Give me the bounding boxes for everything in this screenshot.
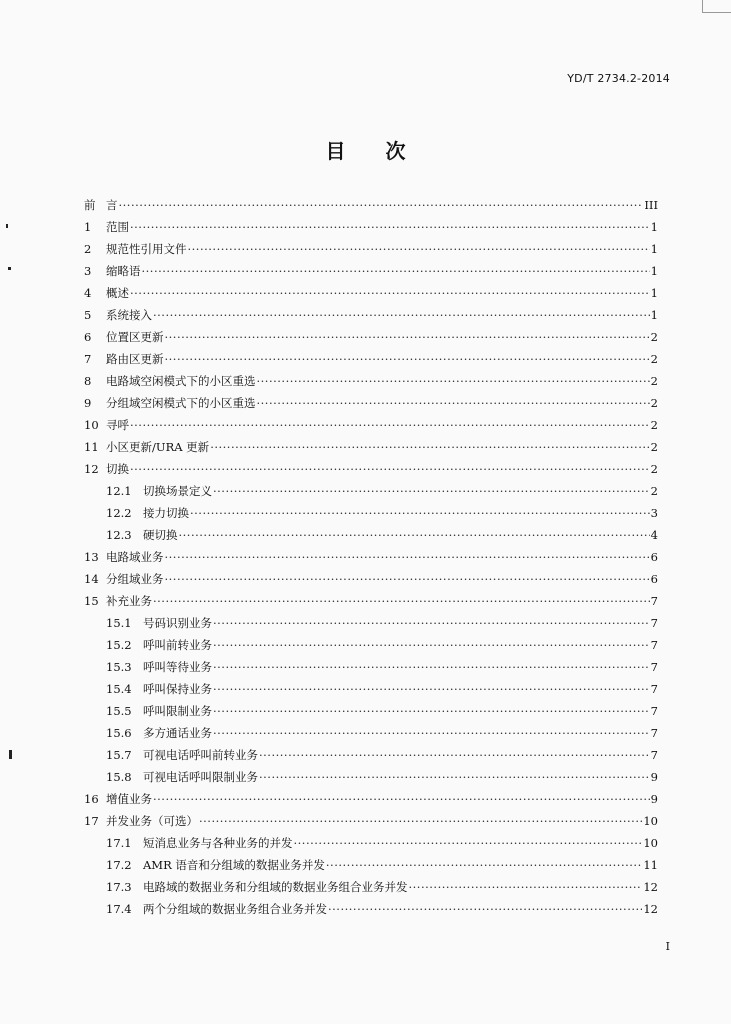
toc-entry-page: 1	[650, 242, 658, 256]
toc-leader-dots	[165, 330, 650, 344]
toc-entry-page: 9	[650, 770, 658, 784]
toc-entry-number: 7	[84, 352, 92, 366]
toc-entry-number: 6	[84, 330, 92, 344]
toc-entry[interactable]	[84, 593, 658, 615]
toc-leader-dots	[257, 374, 650, 388]
toc-entry-label: 切换	[106, 462, 129, 476]
toc-entry-page: 7	[650, 704, 658, 718]
toc-entry[interactable]	[84, 681, 658, 703]
toc-entry[interactable]	[84, 879, 658, 901]
toc-leader-dots	[153, 792, 650, 806]
toc-entry[interactable]	[84, 285, 658, 307]
toc-leader-dots	[326, 858, 642, 872]
standard-code: YD/T 2734.2-2014	[567, 72, 670, 85]
page-number: I	[665, 940, 670, 953]
toc-entry-label: 两个分组域的数据业务组合业务并发	[143, 902, 327, 916]
toc-entry[interactable]	[84, 329, 658, 351]
toc-entry-label: 短消息业务与各种业务的并发	[143, 836, 293, 850]
toc-entry-label: 并发业务（可选）	[106, 814, 198, 828]
toc-leader-dots	[119, 198, 644, 212]
toc-entry-page: 10	[643, 814, 658, 828]
toc-entry[interactable]	[84, 549, 658, 571]
toc-entry-page: III	[644, 198, 658, 212]
toc-entry[interactable]	[84, 483, 658, 505]
toc-entry[interactable]	[84, 219, 658, 241]
toc-entry-label: 电路域空闲模式下的小区重选	[106, 374, 256, 388]
toc-entry[interactable]	[84, 747, 658, 769]
toc-leader-dots	[213, 638, 650, 652]
toc-leader-dots	[165, 352, 650, 366]
toc-entry-page: 1	[650, 264, 658, 278]
toc-leader-dots	[142, 264, 650, 278]
toc-entry-label: 路由区更新	[106, 352, 164, 366]
toc-entry-page: 2	[650, 440, 658, 454]
toc-entry-label: 呼叫保持业务	[143, 682, 212, 696]
toc-entry-label: 接力切换	[143, 506, 189, 520]
toc-entry-label: 位置区更新	[106, 330, 164, 344]
toc-entry-number: 17	[84, 814, 99, 828]
toc-entry-label: 多方通话业务	[143, 726, 212, 740]
toc-entry[interactable]	[84, 725, 658, 747]
toc-entry-label: 号码识别业务	[143, 616, 212, 630]
toc-leader-dots	[213, 616, 650, 630]
toc-entry-page: 6	[650, 572, 658, 586]
toc-entry[interactable]	[84, 527, 658, 549]
toc-entry-number: 16	[84, 792, 99, 806]
scan-edge-mark	[702, 0, 731, 13]
toc-entry-number: 15.4	[106, 682, 132, 696]
toc-entry-number: 8	[84, 374, 92, 388]
toc-entry-page: 12	[643, 880, 658, 894]
toc-entry[interactable]	[84, 659, 658, 681]
toc-entry[interactable]	[84, 373, 658, 395]
toc-entry-label: 分组域业务	[106, 572, 164, 586]
toc-entry[interactable]	[84, 813, 658, 835]
toc-entry-number: 9	[84, 396, 92, 410]
toc-entry-label: 规范性引用文件	[106, 242, 187, 256]
toc-leader-dots	[210, 440, 649, 454]
toc-leader-dots	[213, 726, 650, 740]
toc-entry-label: 呼叫前转业务	[143, 638, 212, 652]
toc-entry[interactable]	[84, 417, 658, 439]
toc-entry-number: 12.2	[106, 506, 132, 520]
toc-entry-page: 7	[650, 726, 658, 740]
toc-entry-label: 电路域业务	[106, 550, 164, 564]
toc-entry-page: 3	[650, 506, 658, 520]
toc-entry[interactable]	[84, 307, 658, 329]
toc-entry-label: 电路域的数据业务和分组域的数据业务组合业务并发	[143, 880, 408, 894]
toc-entry-number: 15.1	[106, 616, 132, 630]
toc-leader-dots	[213, 704, 650, 718]
toc-entry[interactable]	[84, 197, 658, 219]
toc-entry-page: 1	[650, 308, 658, 322]
toc-leader-dots	[257, 396, 650, 410]
toc-entry-number: 17.1	[106, 836, 132, 850]
toc-entry-page: 9	[650, 792, 658, 806]
toc-entry-page: 2	[650, 462, 658, 476]
toc-entry-number: 4	[84, 286, 92, 300]
toc-entry[interactable]	[84, 439, 658, 461]
toc-leader-dots	[153, 594, 650, 608]
toc-entry[interactable]	[84, 263, 658, 285]
toc-entry-label: 可视电话呼叫前转业务	[143, 748, 258, 762]
toc-entry[interactable]	[84, 395, 658, 417]
toc-leader-dots	[259, 770, 650, 784]
toc-entry-page: 7	[650, 638, 658, 652]
toc-entry-number: 15.7	[106, 748, 132, 762]
toc-entry-page: 7	[650, 748, 658, 762]
toc-entry[interactable]	[84, 769, 658, 791]
toc-entry-number: 17.3	[106, 880, 132, 894]
toc-entry-page: 2	[650, 374, 658, 388]
toc-entry-page: 11	[643, 858, 658, 872]
toc-entry-page: 7	[650, 660, 658, 674]
toc-entry-label: 可视电话呼叫限制业务	[143, 770, 258, 784]
toc-entry-number: 15.2	[106, 638, 132, 652]
toc-entry-number: 15	[84, 594, 99, 608]
toc-leader-dots	[213, 484, 650, 498]
toc-entry-number: 15.5	[106, 704, 132, 718]
toc-entry-page: 2	[650, 418, 658, 432]
toc-entry-label: 言	[106, 198, 118, 212]
page-title	[0, 135, 731, 164]
toc-entry-number: 5	[84, 308, 92, 322]
toc-entry-label: 呼叫限制业务	[143, 704, 212, 718]
toc-entry-number: 11	[84, 440, 99, 454]
toc-leader-dots	[165, 572, 650, 586]
toc-entry-page: 4	[650, 528, 658, 542]
toc-entry-number: 15.6	[106, 726, 132, 740]
toc-leader-dots	[130, 286, 650, 300]
toc-entry-label: 硬切换	[143, 528, 178, 542]
toc-entry-number: 15.3	[106, 660, 132, 674]
toc-entry-number: 13	[84, 550, 99, 564]
toc-entry-label: 切换场景定义	[143, 484, 212, 498]
toc-entry-label: 系统接入	[106, 308, 152, 322]
toc-entry[interactable]	[84, 857, 658, 879]
toc-entry[interactable]	[84, 505, 658, 527]
toc-entry-page: 7	[650, 682, 658, 696]
toc-leader-dots	[179, 528, 650, 542]
toc-leader-dots	[130, 418, 650, 432]
toc-leader-dots	[130, 462, 650, 476]
toc-entry-number: 3	[84, 264, 92, 278]
toc-entry-page: 7	[650, 616, 658, 630]
toc-leader-dots	[165, 550, 650, 564]
toc-leader-dots	[188, 242, 650, 256]
toc-entry-label: 补充业务	[106, 594, 152, 608]
toc-entry-page: 10	[643, 836, 658, 850]
toc-leader-dots	[259, 748, 650, 762]
toc-entry-label: 小区更新/URA 更新	[106, 440, 210, 454]
toc-entry-page: 1	[650, 286, 658, 300]
toc-entry-label: 范围	[106, 220, 129, 234]
toc-leader-dots	[153, 308, 650, 322]
title-char-2: 次	[385, 139, 406, 163]
toc-entry-page: 2	[650, 352, 658, 366]
table-of-contents	[84, 197, 658, 923]
toc-entry-page: 7	[650, 594, 658, 608]
scan-speck	[8, 267, 11, 270]
toc-leader-dots	[199, 814, 642, 828]
toc-entry-label: 增值业务	[106, 792, 152, 806]
toc-entry-label: 分组域空闲模式下的小区重选	[106, 396, 256, 410]
toc-leader-dots	[328, 902, 642, 916]
title-char-1: 目	[325, 139, 346, 163]
toc-entry-label: 概述	[106, 286, 129, 300]
toc-entry-page: 1	[650, 220, 658, 234]
toc-entry-number: 前	[84, 198, 96, 212]
toc-entry[interactable]	[84, 571, 658, 593]
toc-entry-label: 缩略语	[106, 264, 141, 278]
toc-leader-dots	[213, 682, 650, 696]
toc-entry-number: 12	[84, 462, 99, 476]
toc-entry-page: 6	[650, 550, 658, 564]
toc-entry-number: 2	[84, 242, 92, 256]
toc-entry-number: 10	[84, 418, 99, 432]
scan-speck	[6, 224, 8, 228]
toc-leader-dots	[294, 836, 643, 850]
toc-entry-number: 12.3	[106, 528, 132, 542]
toc-entry-page: 2	[650, 330, 658, 344]
toc-entry[interactable]	[84, 835, 658, 857]
toc-entry[interactable]	[84, 351, 658, 373]
toc-leader-dots	[190, 506, 650, 520]
toc-entry-number: 15.8	[106, 770, 132, 784]
scan-speck	[9, 750, 12, 759]
toc-entry-number: 17.2	[106, 858, 132, 872]
toc-entry-label: 寻呼	[106, 418, 129, 432]
toc-entry-label: AMR 语音和分组域的数据业务并发	[143, 858, 325, 872]
toc-entry[interactable]	[84, 615, 658, 637]
toc-entry-label: 呼叫等待业务	[143, 660, 212, 674]
toc-leader-dots	[130, 220, 650, 234]
toc-entry-page: 2	[650, 484, 658, 498]
toc-entry[interactable]	[84, 461, 658, 483]
toc-entry-number: 12.1	[106, 484, 132, 498]
toc-entry-page: 2	[650, 396, 658, 410]
toc-entry[interactable]	[84, 241, 658, 263]
toc-entry-number: 17.4	[106, 902, 132, 916]
toc-entry[interactable]	[84, 703, 658, 725]
toc-entry[interactable]	[84, 637, 658, 659]
toc-leader-dots	[409, 880, 643, 894]
toc-entry[interactable]	[84, 791, 658, 813]
toc-entry-number: 14	[84, 572, 99, 586]
toc-entry-page: 12	[643, 902, 658, 916]
toc-entry-number: 1	[84, 220, 92, 234]
toc-entry[interactable]	[84, 901, 658, 923]
toc-leader-dots	[213, 660, 650, 674]
